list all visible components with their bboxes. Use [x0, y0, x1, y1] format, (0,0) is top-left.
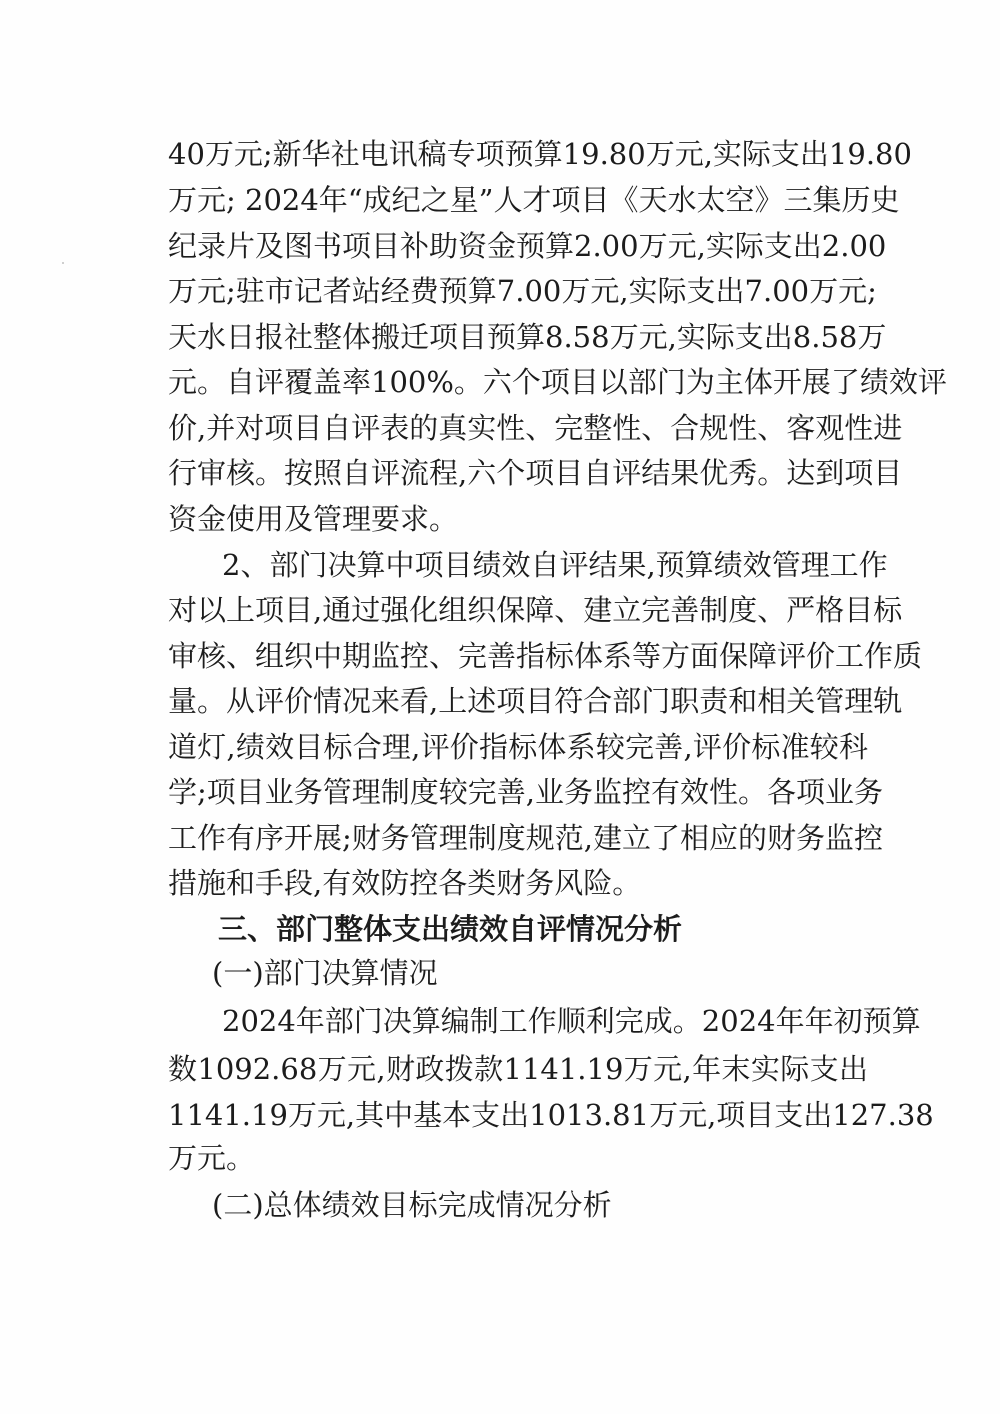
paragraph-line: 量。从评价情况来看,上述项目符合部门职责和相关管理轨: [168, 684, 903, 718]
section-heading: 三、部门整体支出绩效自评情况分析: [218, 912, 683, 946]
paragraph-line: 数1092.68万元,财政拨款1141.19万元,年末实际支出: [168, 1052, 868, 1086]
paragraph-line: 元。自评覆盖率100%。六个项目以部门为主体开展了绩效评: [168, 365, 947, 399]
paragraph-line: 2、部门决算中项目绩效自评结果,预算绩效管理工作: [222, 548, 888, 582]
paragraph-line: 价,并对项目自评表的真实性、完整性、合规性、客观性进: [168, 411, 903, 445]
paragraph-line: 万元; 2024年“成纪之星”人才项目《天水太空》三集历史: [168, 183, 900, 217]
scan-speck: [62, 262, 64, 264]
paragraph-line: 对以上项目,通过强化组织保障、建立完善制度、严格目标: [168, 593, 903, 627]
paragraph-line: 万元。: [168, 1141, 256, 1175]
paragraph-line: 1141.19万元,其中基本支出1013.81万元,项目支出127.38: [168, 1098, 934, 1132]
paragraph-line: 行审核。按照自评流程,六个项目自评结果优秀。达到项目: [168, 456, 903, 490]
paragraph-line: 天水日报社整体搬迁项目预算8.58万元,实际支出8.58万: [168, 320, 887, 354]
paragraph-line: 资金使用及管理要求。: [168, 502, 459, 536]
paragraph-line: 万元;驻市记者站经费预算7.00万元,实际支出7.00万元;: [168, 274, 877, 308]
paragraph-line: 审核、组织中期监控、完善指标体系等方面保障评价工作质: [168, 639, 923, 673]
paragraph-line: 学;项目业务管理制度较完善,业务监控有效性。各项业务: [168, 775, 883, 809]
paragraph-line: 措施和手段,有效防控各类财务风险。: [168, 866, 642, 900]
paragraph-line: 工作有序开展;财务管理制度规范,建立了相应的财务监控: [168, 821, 883, 855]
paragraph-line: 道灯,绩效目标合理,评价指标体系较完善,评价标准较科: [168, 730, 868, 764]
subsection-heading: (二)总体绩效目标完成情况分析: [212, 1188, 612, 1222]
subsection-heading: (一)部门决算情况: [212, 956, 438, 990]
paragraph-line: 2024年部门决算编制工作顺利完成。2024年年初预算: [222, 1004, 921, 1038]
paragraph-line: 40万元;新华社电讯稿专项预算19.80万元,实际支出19.80: [168, 137, 912, 171]
paragraph-line: 纪录片及图书项目补助资金预算2.00万元,实际支出2.00: [168, 229, 887, 263]
